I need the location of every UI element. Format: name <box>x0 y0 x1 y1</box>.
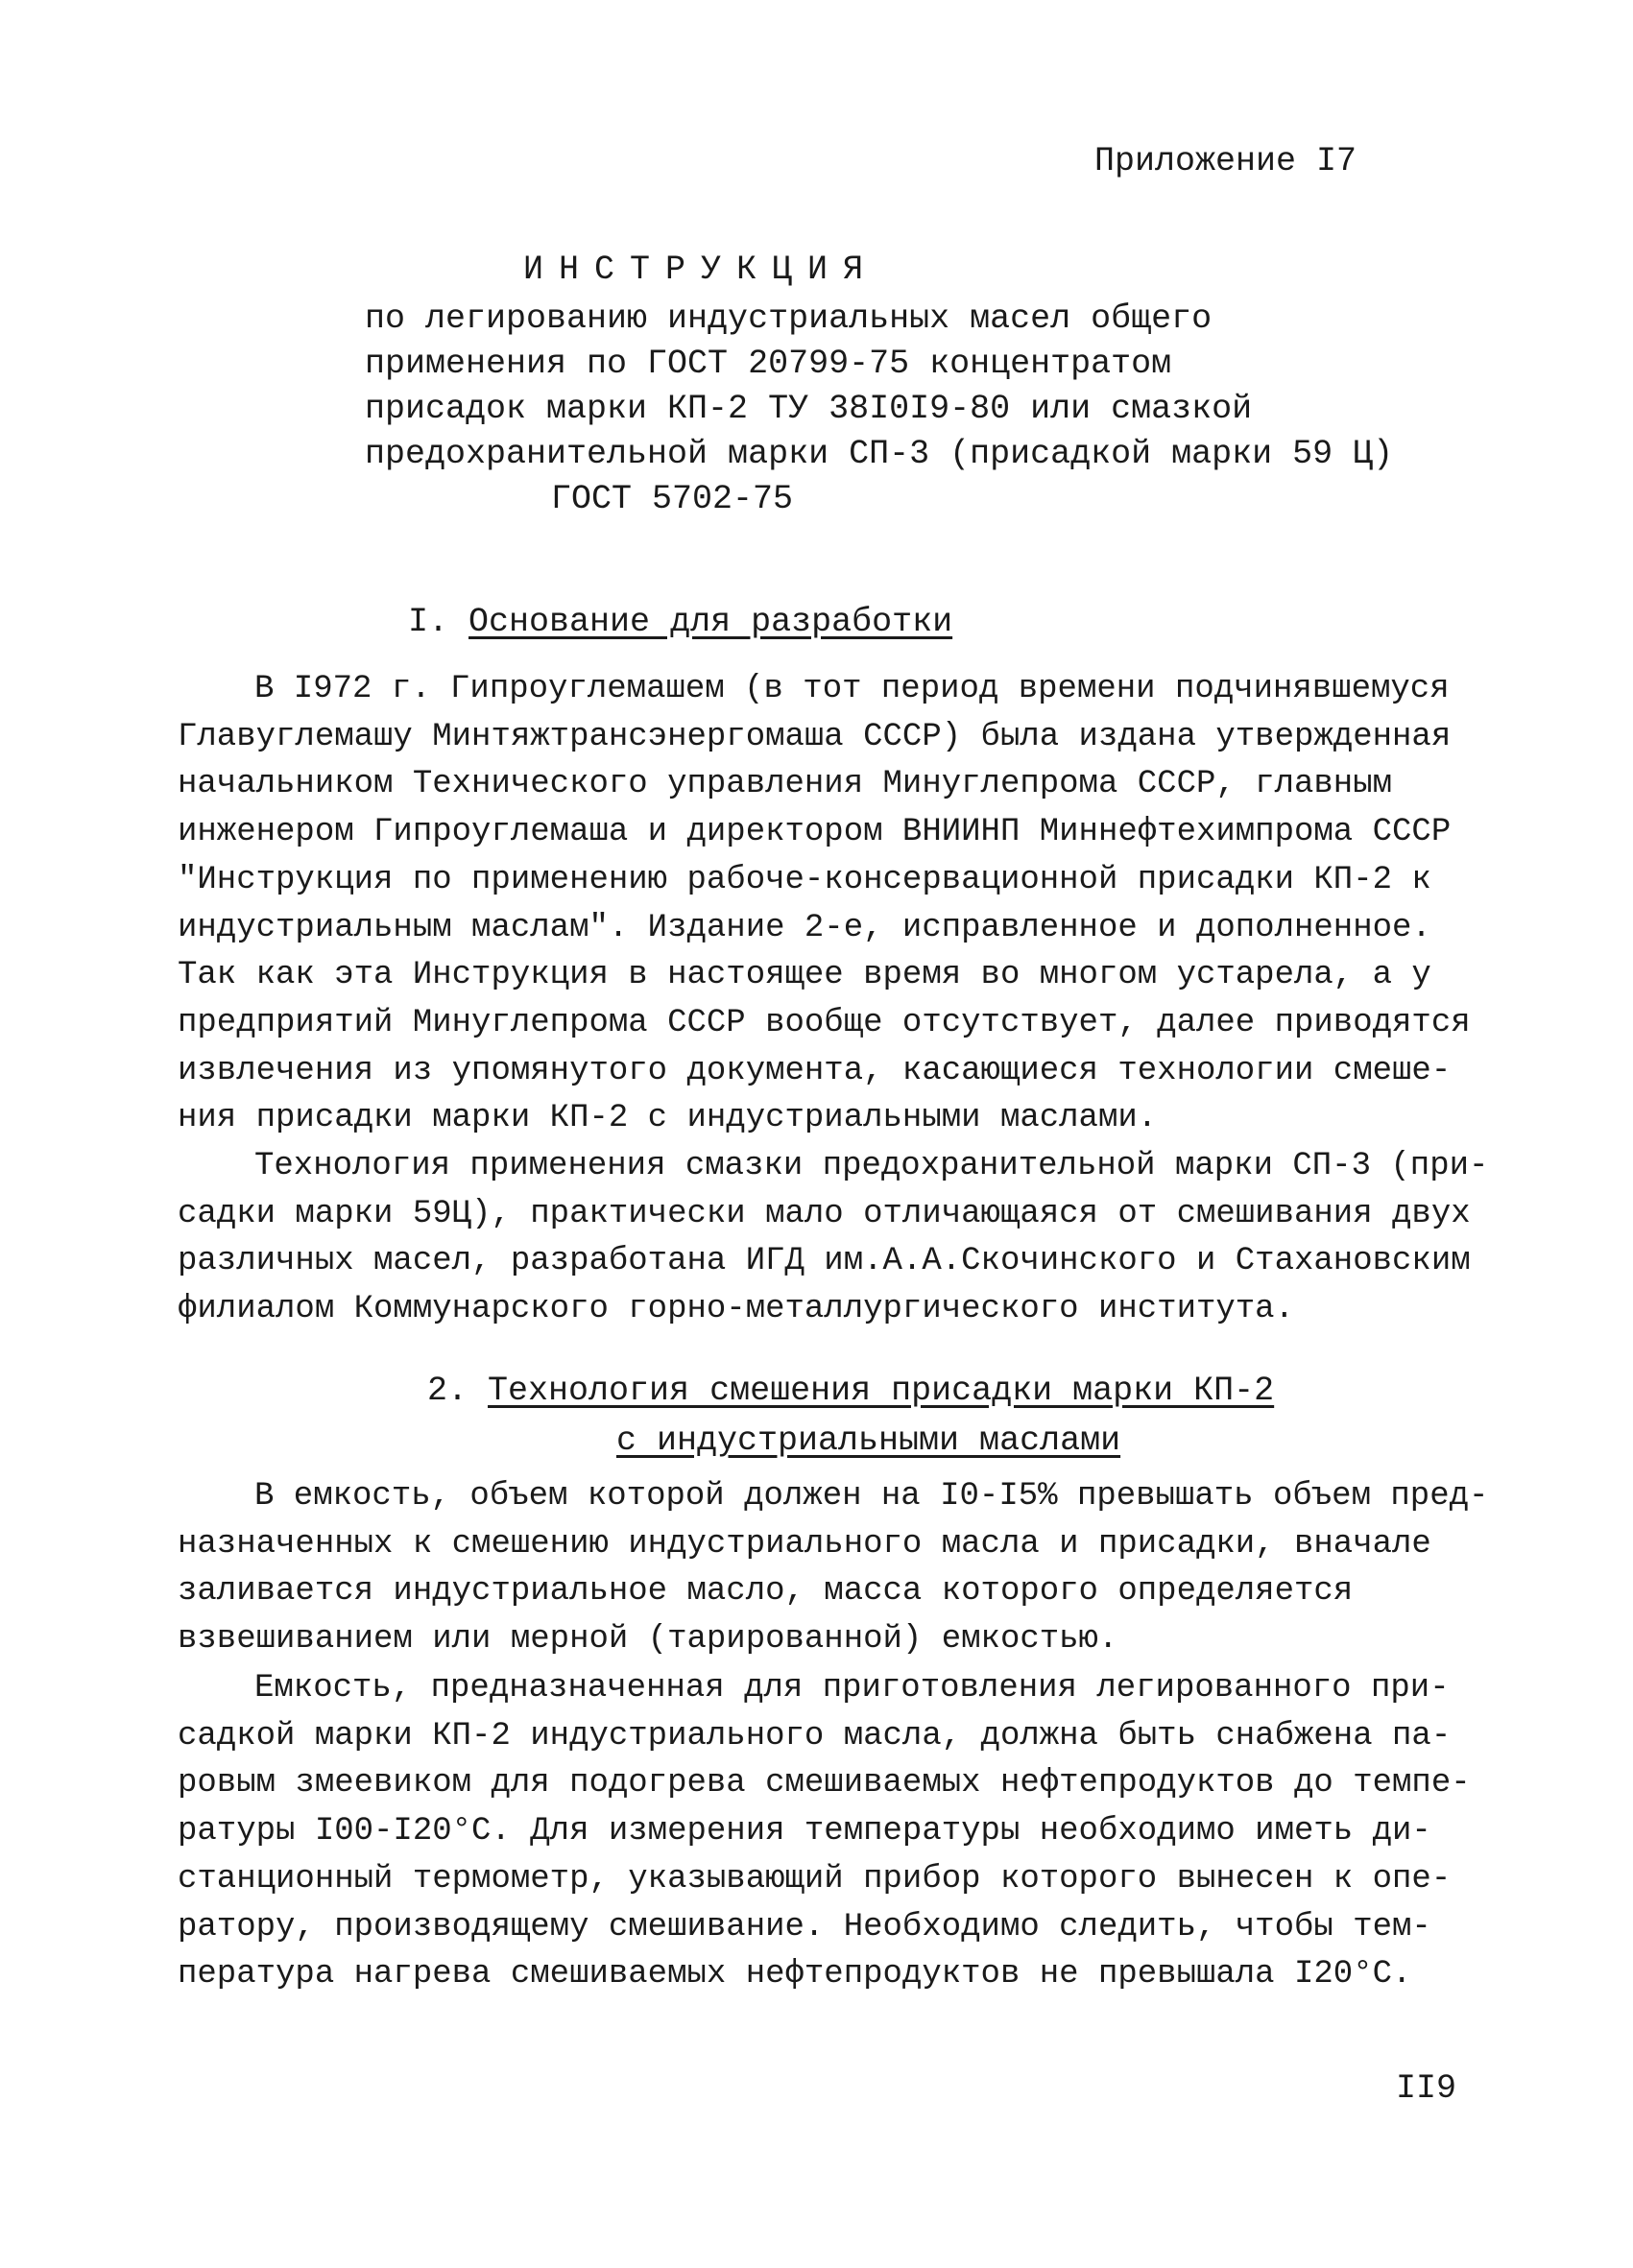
text-line: извлечения из упомянутого документа, касающиеся технологии смеше- <box>178 1052 1452 1089</box>
title-subtitle <box>365 297 1394 477</box>
section-number: 2. <box>427 1372 468 1410</box>
text-line: предприятий Минуглепрома СССР вообще отсутствует, далее приводятся <box>178 1004 1471 1041</box>
text-line: ния присадки марки КП-2 с индустриальными маслами. <box>178 1100 1158 1137</box>
text-line: пература нагрева смешиваемых нефтепродуктов не превышала I20°С. <box>178 1956 1412 1993</box>
paragraph <box>178 1473 1489 1664</box>
paragraph <box>178 1143 1489 1334</box>
title-line: применения по ГОСТ 20799-75 концентратом <box>365 345 1172 383</box>
text-line: ратуры I00-I20°С. Для измерения температуры необходимо иметь ди- <box>178 1813 1431 1850</box>
text-line: индустриальным маслам". Издание 2-е, исправленное и дополненное. <box>178 909 1431 946</box>
page-number: II9 <box>1395 2069 1456 2108</box>
text-line: Технология применения смазки предохранительной марки СП-3 (при- <box>254 1148 1489 1184</box>
text-line: начальником Технического управления Минуглепрома СССР, главным <box>178 766 1393 803</box>
section-1-heading <box>408 603 952 641</box>
text-line: Так как эта Инструкция в настоящее время во многом устарела, а у <box>178 957 1431 994</box>
text-line: различных масел, разработана ИГД им.А.А.Скочинского и Стахановским <box>178 1243 1471 1280</box>
title-line: предохранительной марки СП-3 (присадкой марки 59 Ц) <box>365 435 1394 473</box>
text-line: инженером Гипроуглемаша и директором ВНИИНП Миннефтехимпрома СССР <box>178 814 1452 851</box>
section-title: Технология смешения присадки марки КП-2 <box>488 1372 1275 1410</box>
paragraph <box>178 1665 1474 1999</box>
text-line: филиалом Коммунарского горно-металлургического института. <box>178 1291 1294 1328</box>
text-line: заливается индустриальное масло, масса которого определяется <box>178 1573 1354 1611</box>
title-standard: ГОСТ 5702-75 <box>550 480 794 518</box>
text-line: Главуглемашу Минтяжтрансэнергомаша СССР) была издана утвержденная <box>178 718 1452 755</box>
text-line: ратору, производящему смешивание. Необходимо следить, чтобы тем- <box>178 1908 1431 1946</box>
text-line: садки марки 59Ц), практически мало отличающаяся от смешивания двух <box>178 1195 1471 1232</box>
title-line: присадок марки КП-2 ТУ 38I0I9-80 или смазкой <box>365 390 1253 428</box>
text-line: садкой марки КП-2 индустриального масла, должна быть снабжена па- <box>178 1717 1452 1755</box>
title-line: по легированию индустриальных масел общего <box>365 299 1213 338</box>
section-2-heading <box>427 1366 1274 1466</box>
text-line: Емкость, предназначенная для приготовления легированного при- <box>254 1670 1450 1707</box>
text-line: назначенных к смешению индустриального масла и присадки, вначале <box>178 1525 1431 1563</box>
text-line: ровым змеевиком для подогрева смешиваемых нефтепродуктов до темпе- <box>178 1765 1471 1802</box>
text-line: взвешиванием или мерной (тарированной) емкостью. <box>178 1621 1118 1659</box>
text-line: "Инструкция по применению рабоче-консервационной присадки КП-2 к <box>178 861 1431 898</box>
paragraph <box>178 666 1474 1143</box>
text-line: В I972 г. Гипроуглемашем (в тот период времени подчинявшемуся <box>254 671 1450 707</box>
section-number: I. <box>408 603 449 641</box>
appendix-label: Приложение I7 <box>1093 142 1357 180</box>
text-line: станционный термометр, указывающий прибор которого вынесен к опе- <box>178 1860 1452 1898</box>
section-title: Основание для разработки <box>468 603 953 641</box>
title-block <box>365 248 1394 522</box>
section-title-continued: с индустриальными маслами <box>616 1421 1121 1460</box>
document-title: ИНСТРУКЦИЯ <box>522 251 879 289</box>
text-line: В емкость, объем которой должен на I0-I5% превышать объем пред- <box>254 1478 1489 1515</box>
